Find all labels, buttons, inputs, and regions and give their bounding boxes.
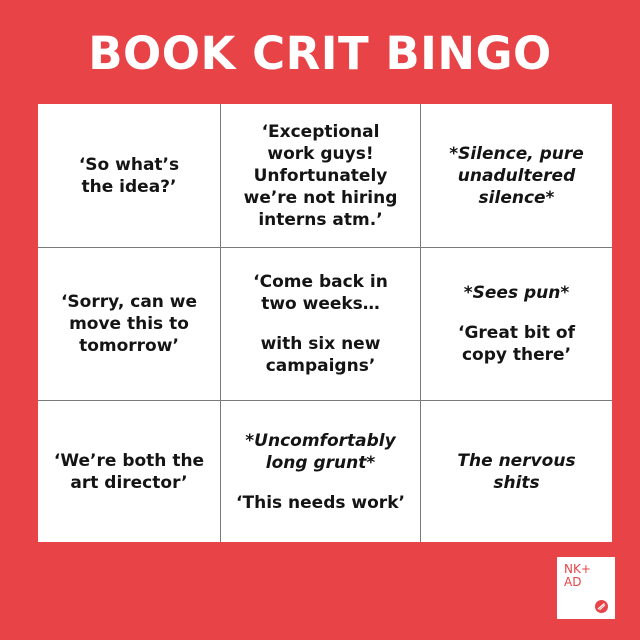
bingo-cell-line: *Sees pun* [463,283,570,303]
bingo-cell-line: ‘Sorry, can we [60,292,198,312]
bingo-cell-line: interns atm.’ [258,209,383,230]
bingo-cell-text [236,430,405,514]
bingo-cell-line: art director’ [70,472,188,493]
bingo-cell-text [457,450,575,494]
logo-wordmark [564,563,591,589]
bingo-cell-text [79,154,179,198]
bingo-cell-line: tomorrow’ [79,336,179,356]
bingo-cell-text [458,282,575,366]
bingo-cell-line: ‘Exceptional [261,121,380,142]
bingo-cell-line: move this to [69,314,189,334]
bingo-cell-line: ‘We’re both the [53,450,205,471]
bingo-cell-line: with six new [260,334,381,354]
bingo-cell-line: long grunt* [265,452,376,473]
bingo-cell-line: silence* [478,187,555,208]
bingo-cell-2 [221,104,421,248]
bingo-cell-line: shits [493,472,540,493]
bingo-cell-text [61,291,197,357]
bingo-cell-text [449,143,584,209]
bingo-cell-line: ‘So what’s [78,154,180,175]
bingo-cell-4 [38,248,221,401]
bingo-cell-1 [38,104,221,248]
bingo-cell-line: we’re not hiring [243,187,398,208]
bingo-cell-text [244,121,398,231]
logo-line-1: NK+ [564,562,591,576]
bingo-cell-line: unadultered [457,165,576,186]
bingo-cell-5 [221,248,421,401]
logo-line-2: AD [564,575,582,589]
bingo-cell-line: *Uncomfortably [245,430,396,451]
bingo-cell-7 [38,401,221,542]
bingo-cell-line: copy there’ [461,345,572,365]
bingo-grid [38,104,612,542]
bingo-cell-line: The nervous [457,450,576,471]
bingo-cell-line: work guys! [267,143,374,164]
bingo-cell-line: ‘Great bit of [458,323,575,343]
bingo-cell-line: ‘This needs work’ [236,492,405,513]
bingo-cell-8 [221,401,421,542]
brand-logo [557,557,615,619]
bingo-cell-line: ‘Come back in [253,272,388,292]
bingo-cell-6 [421,248,612,401]
logo-mark-icon [595,600,608,613]
bingo-cell-text [54,450,204,494]
bingo-cell-line: Unfortunately [253,165,388,186]
bingo-cell-line: two weeks… [261,294,380,314]
bingo-cell-line: *Silence, pure [449,143,584,164]
bingo-cell-3 [421,104,612,248]
bingo-cell-text [253,271,388,377]
page-title: BOOK CRIT BINGO [88,27,552,80]
bingo-cell-line: campaigns’ [265,356,376,376]
bingo-cell-line: the idea?’ [81,176,177,197]
bingo-cell-9 [421,401,612,542]
